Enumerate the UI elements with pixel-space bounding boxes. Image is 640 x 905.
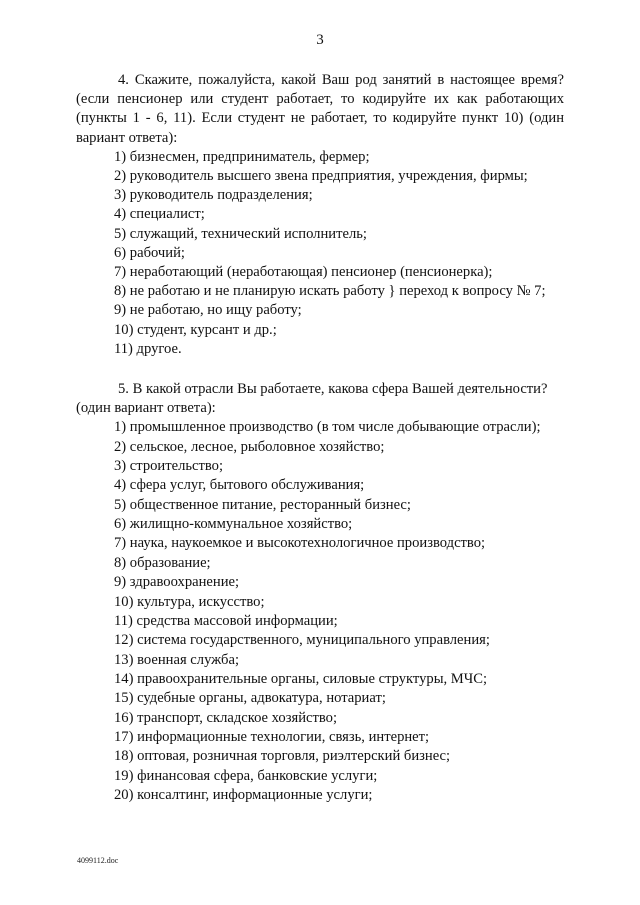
- question-4-text: 4. Скажите, пожалуйста, какой Ваш род занятий в настоящее время? (если пенсионер или студент работает, то кодируйте их как работающих (пункты 1 - 6, 11). Если студент не работает, то кодируйте пункт 10) (один вариант ответа):: [76, 72, 564, 146]
- answer-option: 6) жилищно-коммунальное хозяйство;: [114, 516, 353, 533]
- answer-option: 11) другое.: [114, 340, 182, 357]
- answer-option: 18) оптовая, розничная торговля, риэлтерский бизнес;: [114, 748, 451, 765]
- question-5: [76, 380, 564, 805]
- answer-option: 16) транспорт, складское хозяйство;: [114, 709, 338, 726]
- answer-option: 15) судебные органы, адвокатура, нотариат;: [114, 690, 386, 707]
- question-5-options: [76, 418, 564, 805]
- answer-option: 2) руководитель высшего звена предприятия, учреждения, фирмы;: [114, 168, 528, 185]
- answer-option: 1) бизнесмен, предприниматель, фермер;: [114, 148, 370, 165]
- answer-option: 3) строительство;: [114, 458, 224, 475]
- answer-option: 5) общественное питание, ресторанный бизнес;: [114, 496, 411, 513]
- answer-option: 6) рабочий;: [114, 244, 185, 261]
- page-number: 3: [316, 32, 324, 48]
- answer-option: 7) наука, наукоемкое и высокотехнологичное производство;: [114, 535, 486, 552]
- answer-option: 20) консалтинг, информационные услуги;: [114, 786, 373, 803]
- answer-option: 1) промышленное производство (в том числе добывающие отрасли);: [114, 419, 541, 436]
- answer-option: 10) студент, курсант и др.;: [114, 321, 277, 338]
- question-4-options: [76, 148, 564, 359]
- answer-option: 19) финансовая сфера, банковские услуги;: [114, 767, 378, 784]
- question-5-subtext: (один вариант ответа):: [76, 400, 216, 417]
- answer-option: 10) культура, искусство;: [114, 593, 265, 610]
- question-4: [76, 71, 564, 359]
- answer-option: 5) служащий, технический исполнитель;: [114, 225, 367, 242]
- answer-option: 13) военная служба;: [114, 651, 240, 668]
- answer-option: 8) не работаю и не планирую искать работу } переход к вопросу № 7;: [114, 283, 546, 300]
- answer-option: 2) сельское, лесное, рыболовное хозяйство;: [114, 438, 385, 455]
- answer-option: 17) информационные технологии, связь, интернет;: [114, 728, 430, 745]
- answer-option: 12) система государственного, муниципального управления;: [114, 632, 490, 649]
- answer-option: 11) средства массовой информации;: [114, 612, 338, 629]
- answer-option: 9) здравоохранение;: [114, 574, 240, 591]
- answer-option: 7) неработающий (неработающая) пенсионер (пенсионерка);: [114, 264, 493, 281]
- answer-option: 8) образование;: [114, 554, 211, 571]
- question-5-text: 5. В какой отрасли Вы работаете, какова сфера Вашей деятельности?: [118, 381, 548, 397]
- answer-option: 9) не работаю, но ищу работу;: [114, 302, 302, 319]
- document-filename: 4099112.doc: [77, 856, 119, 865]
- answer-option: 4) сфера услуг, бытового обслуживания;: [114, 477, 365, 494]
- answer-option: 4) специалист;: [114, 206, 205, 223]
- answer-option: 14) правоохранительные органы, силовые структуры, МЧС;: [114, 670, 488, 687]
- answer-option: 3) руководитель подразделения;: [114, 187, 313, 204]
